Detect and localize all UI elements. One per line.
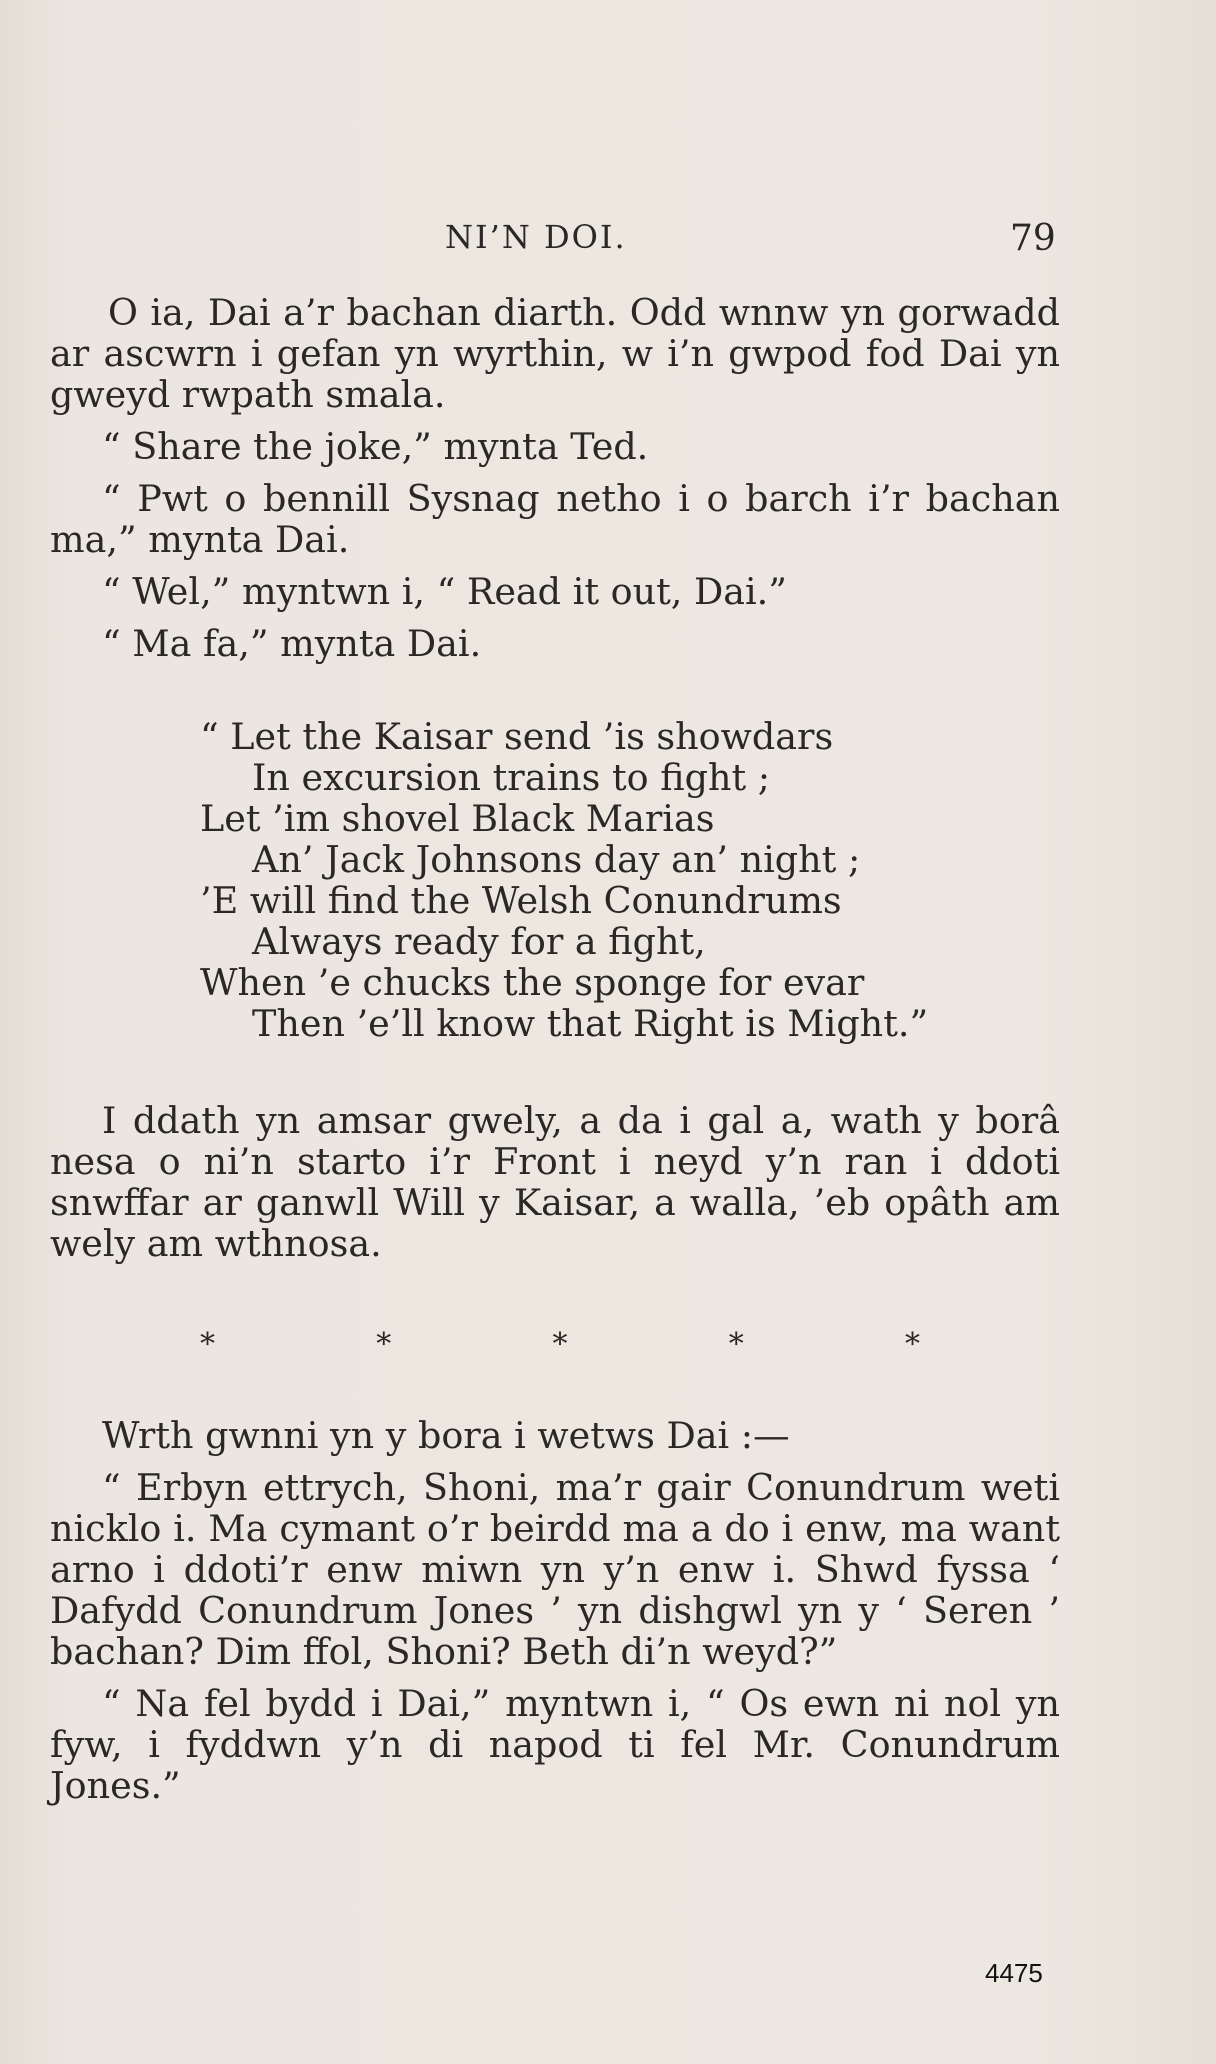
paragraph: “ Share the joke,” mynta Ted. (102, 425, 649, 468)
verse-line: In excursion trains to fight ; (252, 756, 771, 799)
verse-line: ’E will find the Welsh Conundrums (200, 879, 842, 922)
paragraph: “ Erbyn ettrych, Shoni, ma’r gair Conundrum weti nicklo i. Ma cymant o’r beirdd ma a do i enw, ma want arno i ddoti’r enw miwn yn y’n enw i. Shwd fyssa ‘ Dafydd Conundrum Jones ’ yn dishgwl yn y ‘ Seren ’ bachan? Dim ffol, Shoni? Beth di’n weyd?” (50, 1466, 1060, 1673)
paragraph: “ Wel,” myntwn i, “ Read it out, Dai.” (102, 570, 787, 613)
star-separator: * (376, 1327, 392, 1362)
verse-line: Always ready for a fight, (252, 920, 706, 963)
verse-line: An’ Jack Johnsons day an’ night ; (252, 838, 861, 881)
page-header (0, 218, 1216, 258)
star-separator: * (200, 1327, 215, 1362)
verse-line: Then ’e’ll know that Right is Might.” (252, 1002, 929, 1045)
section-break (200, 1324, 920, 1365)
paragraph: “ Ma fa,” mynta Dai. (102, 622, 482, 665)
body-text (50, 292, 1060, 1817)
catalog-number: 4475 (985, 1958, 1043, 1988)
star-separator: * (728, 1327, 744, 1362)
paragraph: I ddath yn amsar gwely, a da i gal a, wath y borâ nesa o ni’n starto i’r Front i neyd y’n ran i ddoti snwffar ar ganwll Will y Kaisar, a walla, ’eb opâth am wely am wthnosa. (50, 1099, 1060, 1265)
verse-block (200, 716, 1060, 1044)
verse-line: Let ’im shovel Black Marias (200, 797, 715, 840)
star-separator: * (552, 1327, 568, 1362)
page-number: 79 (1010, 218, 1056, 259)
paragraph: “ Pwt o bennill Sysnag netho i o barch i’r bachan ma,” mynta Dai. (50, 477, 1060, 561)
paragraph: O ia, Dai a’r bachan diarth. Odd wnnw yn gorwadd ar ascwrn i gefan yn wyrthin, w i’n gwpod fod Dai yn gweyd rwpath smala. (50, 291, 1060, 416)
verse-line: When ’e chucks the sponge for evar (200, 961, 865, 1004)
running-title: NI’N DOI. (445, 218, 627, 256)
star-separator: * (905, 1327, 920, 1362)
paragraph: Wrth gwnni yn y bora i wetws Dai :— (102, 1414, 790, 1457)
verse-line: “ Let the Kaisar send ’is showdars (200, 715, 834, 758)
paragraph: “ Na fel bydd i Dai,” myntwn i, “ Os ewn ni nol yn fyw, i fyddwn y’n di napod ti fel Mr. Conundrum Jones.” (50, 1682, 1060, 1807)
